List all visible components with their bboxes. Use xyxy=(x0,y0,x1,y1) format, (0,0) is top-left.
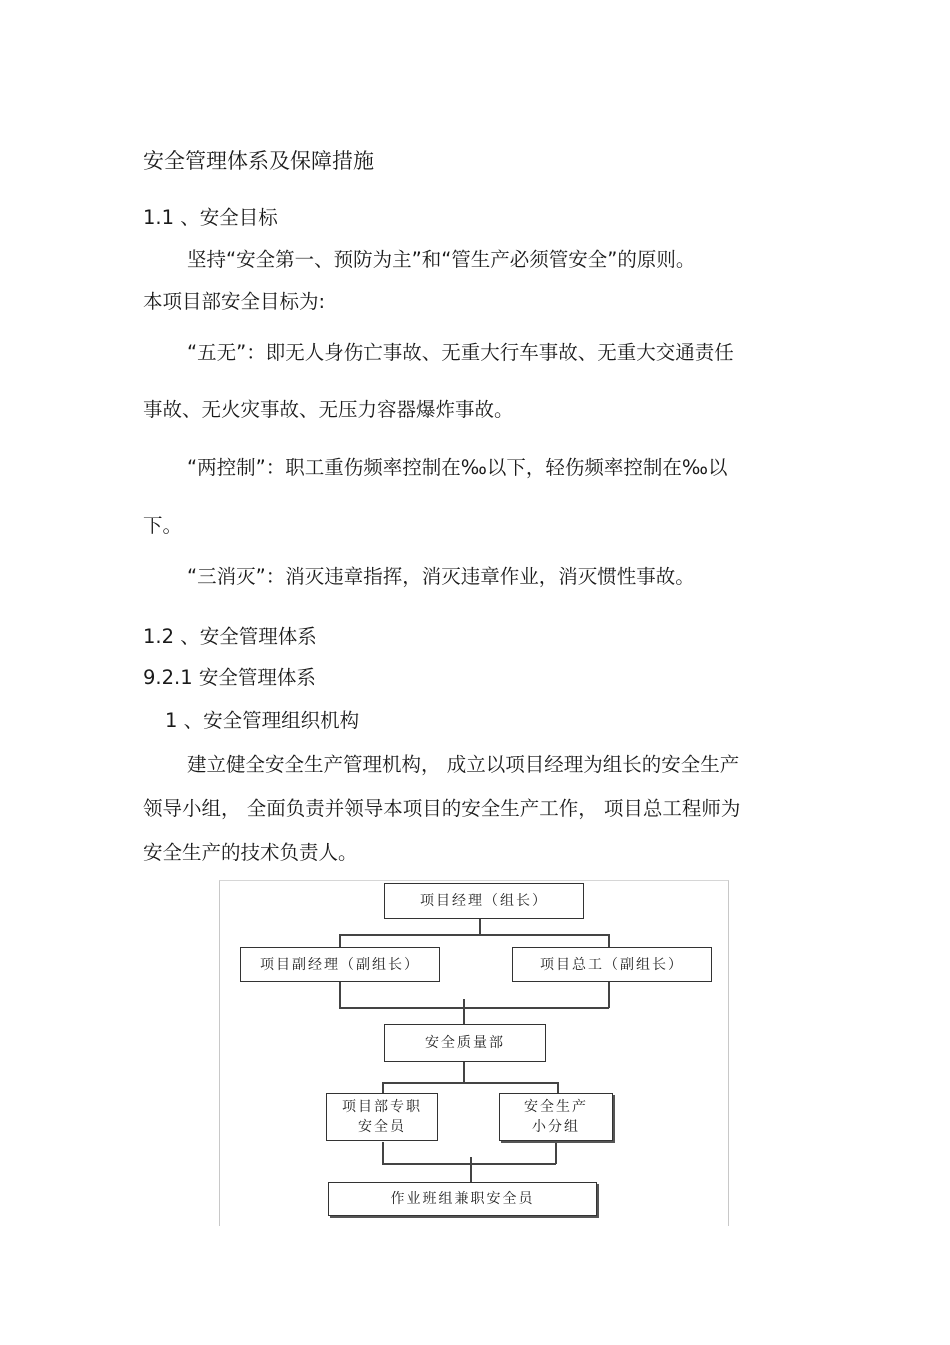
paragraph-target-intro: 本项目部安全目标为: xyxy=(143,290,326,313)
org-node-project-manager: 项目经理（组长） xyxy=(384,883,584,919)
connector-line xyxy=(470,1157,472,1182)
list-item-1: 1 、安全管理组织机构 xyxy=(165,709,360,732)
connector-line xyxy=(339,982,341,1008)
paragraph-five-no-line1: “五无”：即无人身伤亡事故、无重大行车事故、无重大交通责任 xyxy=(187,341,734,364)
paragraph-two-control-line2: 下。 xyxy=(143,514,183,537)
connector-line xyxy=(608,982,610,1008)
paragraph-org-line1: 建立健全安全生产管理机构， 成立以项目经理为组长的安全生产 xyxy=(187,753,740,776)
org-node-label-line: 安全员 xyxy=(358,1119,406,1135)
connector-line xyxy=(557,1082,559,1093)
org-node-label-line: 安全生产 xyxy=(524,1099,588,1115)
page-title: 安全管理体系及保障措施 xyxy=(143,149,374,173)
paragraph-principle: 坚持“安全第一、预防为主”和“管生产必须管安全”的原则。 xyxy=(187,248,696,271)
connector-line xyxy=(555,1142,557,1164)
paragraph-org-line2: 领导小组， 全面负责并领导本项目的安全生产工作， 项目总工程师为 xyxy=(143,797,741,820)
paragraph-org-line3: 安全生产的技术负责人。 xyxy=(143,841,358,864)
section-heading-9-2-1: 9.2.1 安全管理体系 xyxy=(143,666,316,689)
org-node-safety-officer xyxy=(326,1093,438,1141)
org-node-safety-quality-dept: 安全质量部 xyxy=(384,1024,546,1062)
org-node-chief-engineer: 项目总工（副组长） xyxy=(512,947,712,982)
org-node-deputy-manager: 项目副经理（副组长） xyxy=(240,947,440,982)
section-heading-1-2: 1.2 、安全管理体系 xyxy=(143,625,317,648)
org-node-team-safety-officer: 作业班组兼职安全员 xyxy=(328,1182,597,1216)
connector-line xyxy=(339,934,609,936)
connector-line xyxy=(479,919,481,935)
connector-line xyxy=(382,1163,556,1165)
connector-line xyxy=(382,1142,384,1164)
paragraph-five-no-line2: 事故、无火灾事故、无压力容器爆炸事故。 xyxy=(143,398,514,421)
paragraph-two-control-line1: “两控制”：职工重伤频率控制在‰以下，轻伤频率控制在‰以 xyxy=(187,456,728,479)
section-heading-1-1: 1.1 、安全目标 xyxy=(143,206,278,229)
connector-line xyxy=(382,1082,558,1084)
paragraph-three-eliminate: “三消灭”：消灭违章指挥，消灭违章作业，消灭惯性事故。 xyxy=(187,565,695,588)
org-node-label-line: 项目部专职 xyxy=(342,1099,422,1115)
connector-line xyxy=(463,999,465,1024)
connector-line xyxy=(382,1082,384,1093)
org-node-production-group xyxy=(499,1093,613,1141)
connector-line xyxy=(463,1062,465,1082)
org-chart xyxy=(219,880,729,1226)
org-node-label-line: 小分组 xyxy=(532,1119,580,1135)
connector-line xyxy=(339,1007,609,1009)
